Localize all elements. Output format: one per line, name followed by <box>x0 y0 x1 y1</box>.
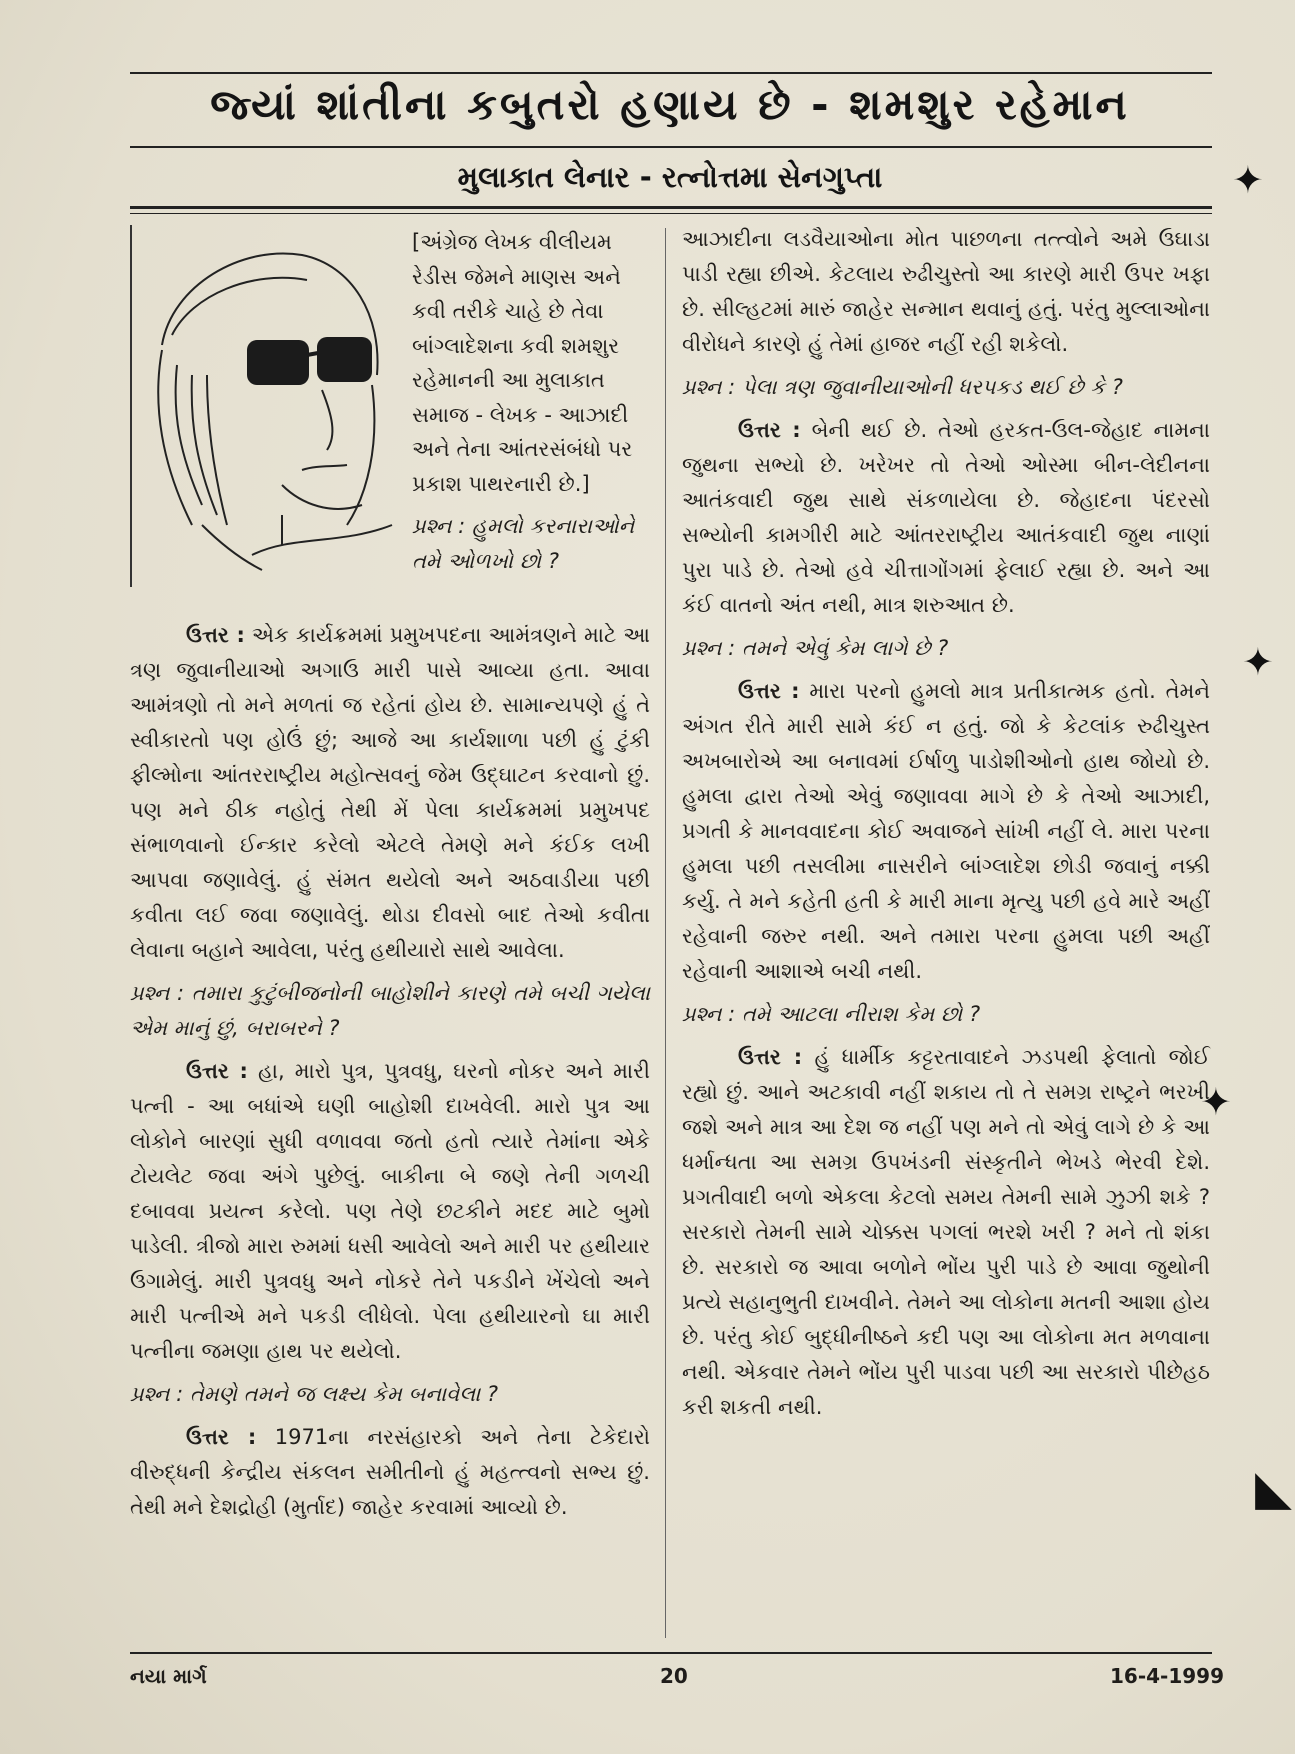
answer-3-continued: આઝાદીના લડવૈયાઓના મોત પાછળના તત્ત્વોને અમે ઉઘાડા પાડી રહ્યા છીએ. કેટલાય રુઢીચુસ્તો આ કારણે મારી ઉપર ખફા છે. સીલ્હટમાં મારું જાહેર સન્માન થવાનું હતું. પરંતુ મુલ્લાઓના વીરોધને કારણે હું તેમાં હાજર નહીં રહી શકેલો. <box>682 227 1210 356</box>
answer-4 <box>682 413 1210 623</box>
paper-tear-mark-icon: ✦ <box>1242 640 1274 684</box>
byline-rule-thick <box>130 206 1212 209</box>
question-1: પ્રશ્ન : હુમલો કરનારાઓને તમે ઓળખો છો ? <box>412 514 635 573</box>
intro-note <box>412 225 652 586</box>
column-divider <box>665 228 666 1638</box>
title-rule <box>130 146 1212 148</box>
byline-rule-thin <box>130 213 1212 214</box>
footer-publication: નયા માર્ગ <box>130 1664 207 1688</box>
answer-2-text: હા, મારો પુત્ર, પુત્રવધુ, ઘરનો નોકર અને મારી પત્ની - આ બધાંએ ઘણી બાહોશી દાખવેલી. મારો પુત્ર આ લોકોને બારણાં સુધી વળાવવા જતો હતો ત્યારે તેમાંના એકે ટોયલેટ જવા અંગે પુછેલું. બાકીના બે જણે તેની ગળચી દબાવવા પ્રયત્ન કરેલો. પણ તેણે છટકીને મદદ માટે બુમો પાડેલી. ત્રીજો મારા રુમમાં ધસી આવેલો અને મારી પર હથીયાર ઉગામેલું. મારી પુત્રવધુ અને નોકરે તેને પકડીને ખેંચેલો અને મારી પત્નીએ મને પકડી લીધેલો. પેલા હથીયારનો ઘા મારી પત્નીના જમણા હાથ પર થયેલો. <box>130 1059 650 1363</box>
left-column <box>130 618 650 1525</box>
paper-hole-mark-icon: ✦ <box>1232 158 1264 202</box>
answer-label: ઉત્તર : <box>186 1059 248 1083</box>
answer-1-text: એક કાર્યક્રમમાં પ્રમુખપદના આમંત્રણને માટે આ ત્રણ જુવાનીયાઓ અગાઉ મારી પાસે આવ્યા હતા. આવા આમંત્રણો તો મને મળતાં જ રહેતાં હોય છે. સામાન્યપણે હું તે સ્વીકારતો પણ હોઉં છું; આજે આ કાર્યશાળા પછી હું ટુંકી ફીલ્મોના આંતરરાષ્ટ્રીય મહોત્સવનું જેમ ઉદ્ઘાટન કરવાનો છું. પણ મને ઠીક નહોતું તેથી મેં પેલા કાર્યક્રમમાં પ્રમુખપદ સંભાળવાનો ઈન્કાર કરેલો એટલે તેમણે મને કંઈક લખી આપવા જણાવેલું. હું સંમત થયેલો અને અઠવાડીયા પછી કવીતા લઈ જવા જણાવેલું. થોડા દીવસો બાદ તેઓ કવીતા લેવાના બહાને આવેલા, પરંતુ હથીયારો સાથે આવેલા. <box>130 623 650 962</box>
answer-6 <box>682 1040 1210 1425</box>
answer-label: ઉત્તર : <box>738 1045 803 1069</box>
answer-3 <box>130 1420 650 1525</box>
answer-3-text: 1971ના નરસંહારકો અને તેના ટેકેદારો વીરુદ્ધની કેન્દ્રીય સંકલન સમીતીનો હું મહત્ત્વનો સભ્ય છું. તેથી મને દેશદ્રોહી (મુર્તાદ) જાહેર કરવામાં આવ્યો છે. <box>130 1425 650 1519</box>
answer-label: ઉત્તર : <box>738 679 800 703</box>
question-3: પ્રશ્ન : તેમણે તમને જ લક્ષ્ય કેમ બનાવેલા ? <box>130 1382 499 1406</box>
paper-tear-mark-icon: ◣ <box>1255 1460 1292 1516</box>
answer-1 <box>130 618 650 968</box>
question-4: પ્રશ્ન : પેલા ત્રણ જુવાનીયાઓની ધરપકડ થઈ છે કે ? <box>682 375 1123 399</box>
top-rule <box>130 72 1212 74</box>
answer-2 <box>130 1054 650 1369</box>
author-portrait-sketch <box>130 225 398 587</box>
footer-rule <box>130 1652 1212 1654</box>
answer-label: ઉત્તર : <box>738 418 801 442</box>
footer-date: 16-4-1999 <box>1110 1664 1225 1688</box>
right-column <box>682 222 1210 1425</box>
paper-tear-mark-icon: ✦ <box>1200 1080 1232 1124</box>
question-6: પ્રશ્ન : તમે આટલા નીરાશ કેમ છો ? <box>682 1002 981 1026</box>
article-byline: મુલાકાત લેનાર - રત્નોત્તમા સેનગુપ્તા <box>457 160 883 194</box>
intro-text: [અંગ્રેજ લેખક વીલીયમ રેડીસ જેમને માણસ અને કવી તરીકે ચાહે છે તેવા બાંગ્લાદેશના કવી શમશુર રહેમાનની આ મુલાકાત સમાજ - લેખક - આઝાદી અને તેના આંતરસંબંધો પર પ્રકાશ પાથરનારી છે.] <box>412 230 633 496</box>
question-2: પ્રશ્ન : તમારા કુટુંબીજનોની બાહોશીને કારણે તમે બચી ગયેલા એમ માનું છું, બરાબરને ? <box>130 981 650 1040</box>
question-5: પ્રશ્ન : તમને એવું કેમ લાગે છે ? <box>682 636 949 660</box>
answer-5 <box>682 674 1210 989</box>
answer-5-text: મારા પરનો હુમલો માત્ર પ્રતીકાત્મક હતો. તેમને અંગત રીતે મારી સામે કંઈ ન હતું. જો કે કેટલાંક રુઢીચુસ્ત અખબારોએ આ બનાવમાં ઈર્ષાળુ પાડોશીઓનો હાથ જોયો છે. હુમલા દ્વારા તેઓ એવું જણાવવા માગે છે કે તેઓ આઝાદી, પ્રગતી કે માનવવાદના કોઈ અવાજને સાંખી નહીં લે. મારા પરના હુમલા પછી તસલીમા નાસરીને બાંગ્લાદેશ છોડી જવાનું નક્કી કર્યુ. તે મને કહેતી હતી કે મારી માના મૃત્યુ પછી હવે મારે અહીં રહેવાની જરુર નથી. અને તમારા પરના હુમલા પછી અહીં રહેવાની આશાએ બચી નથી. <box>682 679 1210 983</box>
answer-label: ઉત્તર : <box>186 1425 257 1449</box>
article-title: જ્યાં શાંતીના કબુતરો હણાય છે - શમશુર રહેમાન <box>210 80 1130 129</box>
answer-4-text: બેની થઈ છે. તેઓ હરકત-ઉલ-જેહાદ નામના જુથના સભ્યો છે. ખરેખર તો તેઓ ઓસ્મા બીન-લેદીનના આતંકવાદી જુથ સાથે સંકળાયેલા છે. જેહાદના પંદરસો સભ્યોની કામગીરી માટે આંતરરાષ્ટ્રીય આતંકવાદી જુથ નાણાં પુરા પાડે છે. તેઓ હવે ચીત્તાગોંગમાં ફેલાઈ રહ્યા છે. અને આ કંઈ વાતનો અંત નથી, માત્ર શરુઆત છે. <box>682 418 1210 617</box>
answer-label: ઉત્તર : <box>186 623 245 647</box>
footer-page-number: 20 <box>660 1664 688 1688</box>
answer-6-text: હું ધાર્મીક કટ્ટરતાવાદને ઝડપથી ફેલાતો જોઈ રહ્યો છું. આને અટકાવી નહીં શકાય તો તે સમગ્ર રાષ્ટ્રને ભરખી જશે અને માત્ર આ દેશ જ નહીં પણ મને તો એવું લાગે છે કે આ ધર્માન્ધતા આ સમગ્ર ઉપખંડની સંસ્કૃતીને ભેખડે ભેરવી દેશે. પ્રગતીવાદી બળો એકલા કેટલો સમય તેમની સામે ઝુઝી શકે ? સરકારો તેમની સામે ચોક્કસ પગલાં ભરશે ખરી ? મને તો શંકા છે. સરકારો જ આવા બળોને ભોંય પુરી પાડે છે આવા જુથોની પ્રત્યે સહાનુભુતી દાખવીને. તેમને આ લોકોના મતની આશા હોય છે. પરંતુ કોઈ બુદ્ધીનીષ્ઠને કદી પણ આ લોકોના મત મળવાના નથી. એકવાર તેમને ભોંય પુરી પાડવા પછી આ સરકારો પીછેહઠ કરી શકતી નથી. <box>682 1045 1210 1419</box>
